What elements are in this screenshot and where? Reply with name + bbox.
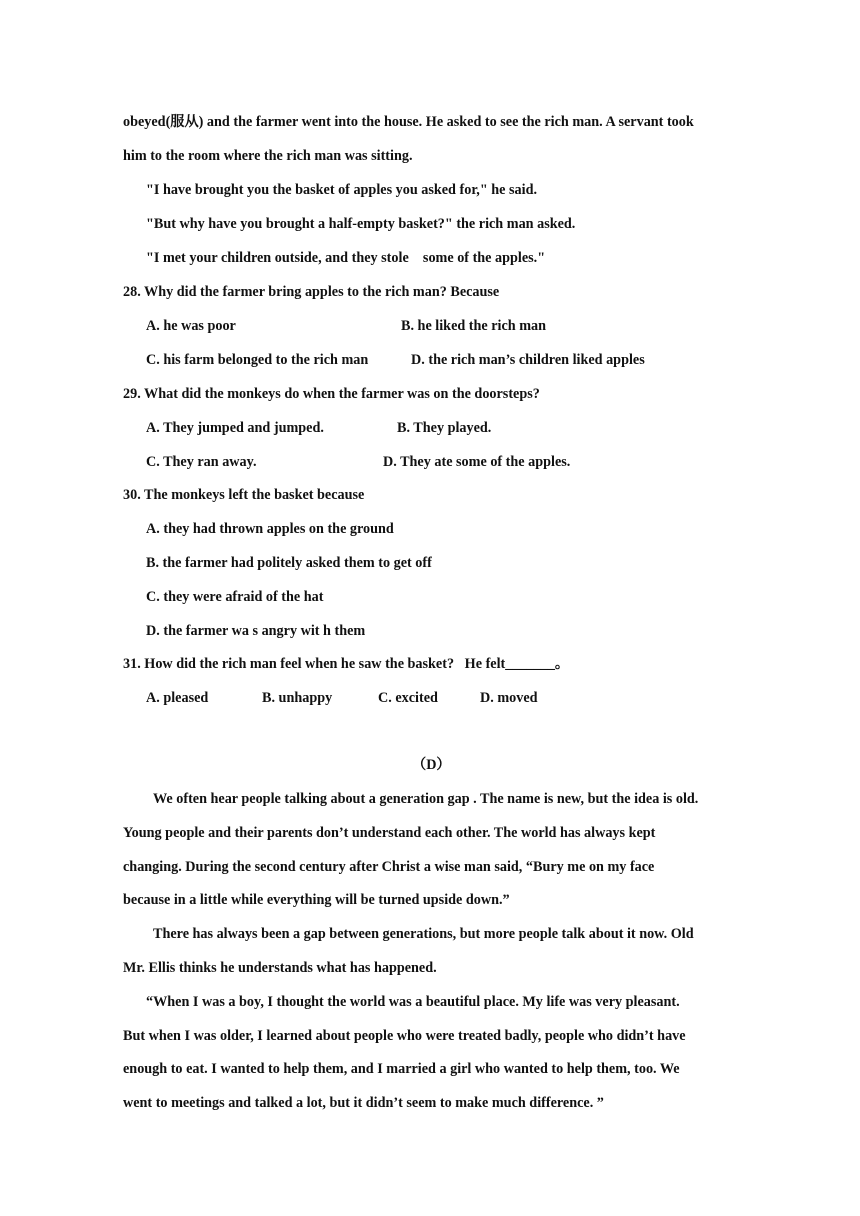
question-stem: 29. What did the monkeys do when the farmer was on the doorsteps? (123, 386, 540, 402)
question-stem-end: 。 (554, 656, 570, 672)
option-b: B. unhappy (262, 690, 333, 706)
passage-c-line: obeyed(服从) and the farmer went into the house. He asked to see the rich man. A servant took (123, 114, 694, 130)
option-d: D. They ate some of the apples. (383, 454, 571, 470)
passage-d-line: enough to eat. I wanted to help them, and I married a girl who wanted to help them, too. We (123, 1061, 680, 1077)
section-heading: （D） (412, 757, 451, 773)
answer-blank: _______ (505, 656, 555, 672)
passage-d-line: “When I was a boy, I thought the world was a beautiful place. My life was very pleasant. (146, 994, 680, 1010)
option-b: B. he liked the rich man (401, 318, 547, 334)
passage-d-line: because in a little while everything will be turned upside down.” (123, 892, 510, 908)
option-a: A. he was poor (146, 318, 236, 334)
question-stem-text: 31. How did the rich man feel when he saw the basket? He felt (123, 656, 506, 672)
option-a: A. They jumped and jumped. (146, 420, 324, 436)
option-c: C. excited (378, 690, 438, 706)
option-c: C. they were afraid of the hat (146, 589, 324, 605)
passage-d-line: We often hear people talking about a generation gap . The name is new, but the idea is old. (153, 791, 699, 807)
question-stem: 28. Why did the farmer bring apples to the rich man? Because (123, 284, 500, 300)
passage-d-line: changing. During the second century after Christ a wise man said, “Bury me on my face (123, 859, 655, 875)
passage-d-line: Mr. Ellis thinks he understands what has happened. (123, 960, 437, 976)
option-c: C. his farm belonged to the rich man (146, 352, 369, 368)
option-a: A. pleased (146, 690, 209, 706)
passage-d-line: There has always been a gap between generations, but more people talk about it now. Old (153, 926, 694, 942)
question-stem: 30. The monkeys left the basket because (123, 487, 365, 503)
option-d: D. moved (480, 690, 538, 706)
passage-d-line: went to meetings and talked a lot, but it didn’t seem to make much difference. ” (123, 1095, 604, 1111)
passage-d-line: But when I was older, I learned about people who were treated badly, people who didn’t have (123, 1028, 686, 1044)
option-a: A. they had thrown apples on the ground (146, 521, 394, 537)
option-d: D. the farmer wa s angry wit h them (146, 623, 366, 639)
passage-c-line: "I met your children outside, and they stole some of the apples." (146, 250, 546, 266)
option-c: C. They ran away. (146, 454, 257, 470)
passage-c-line: him to the room where the rich man was sitting. (123, 148, 413, 164)
passage-c-line: "But why have you brought a half-empty basket?" the rich man asked. (146, 216, 576, 232)
question-stem (123, 655, 569, 673)
passage-d-line: Young people and their parents don’t understand each other. The world has always kept (123, 825, 656, 841)
passage-c-line: "I have brought you the basket of apples you asked for," he said. (146, 182, 538, 198)
option-b: B. They played. (397, 420, 492, 436)
option-d: D. the rich man’s children liked apples (411, 352, 645, 368)
option-b: B. the farmer had politely asked them to get off (146, 555, 432, 571)
